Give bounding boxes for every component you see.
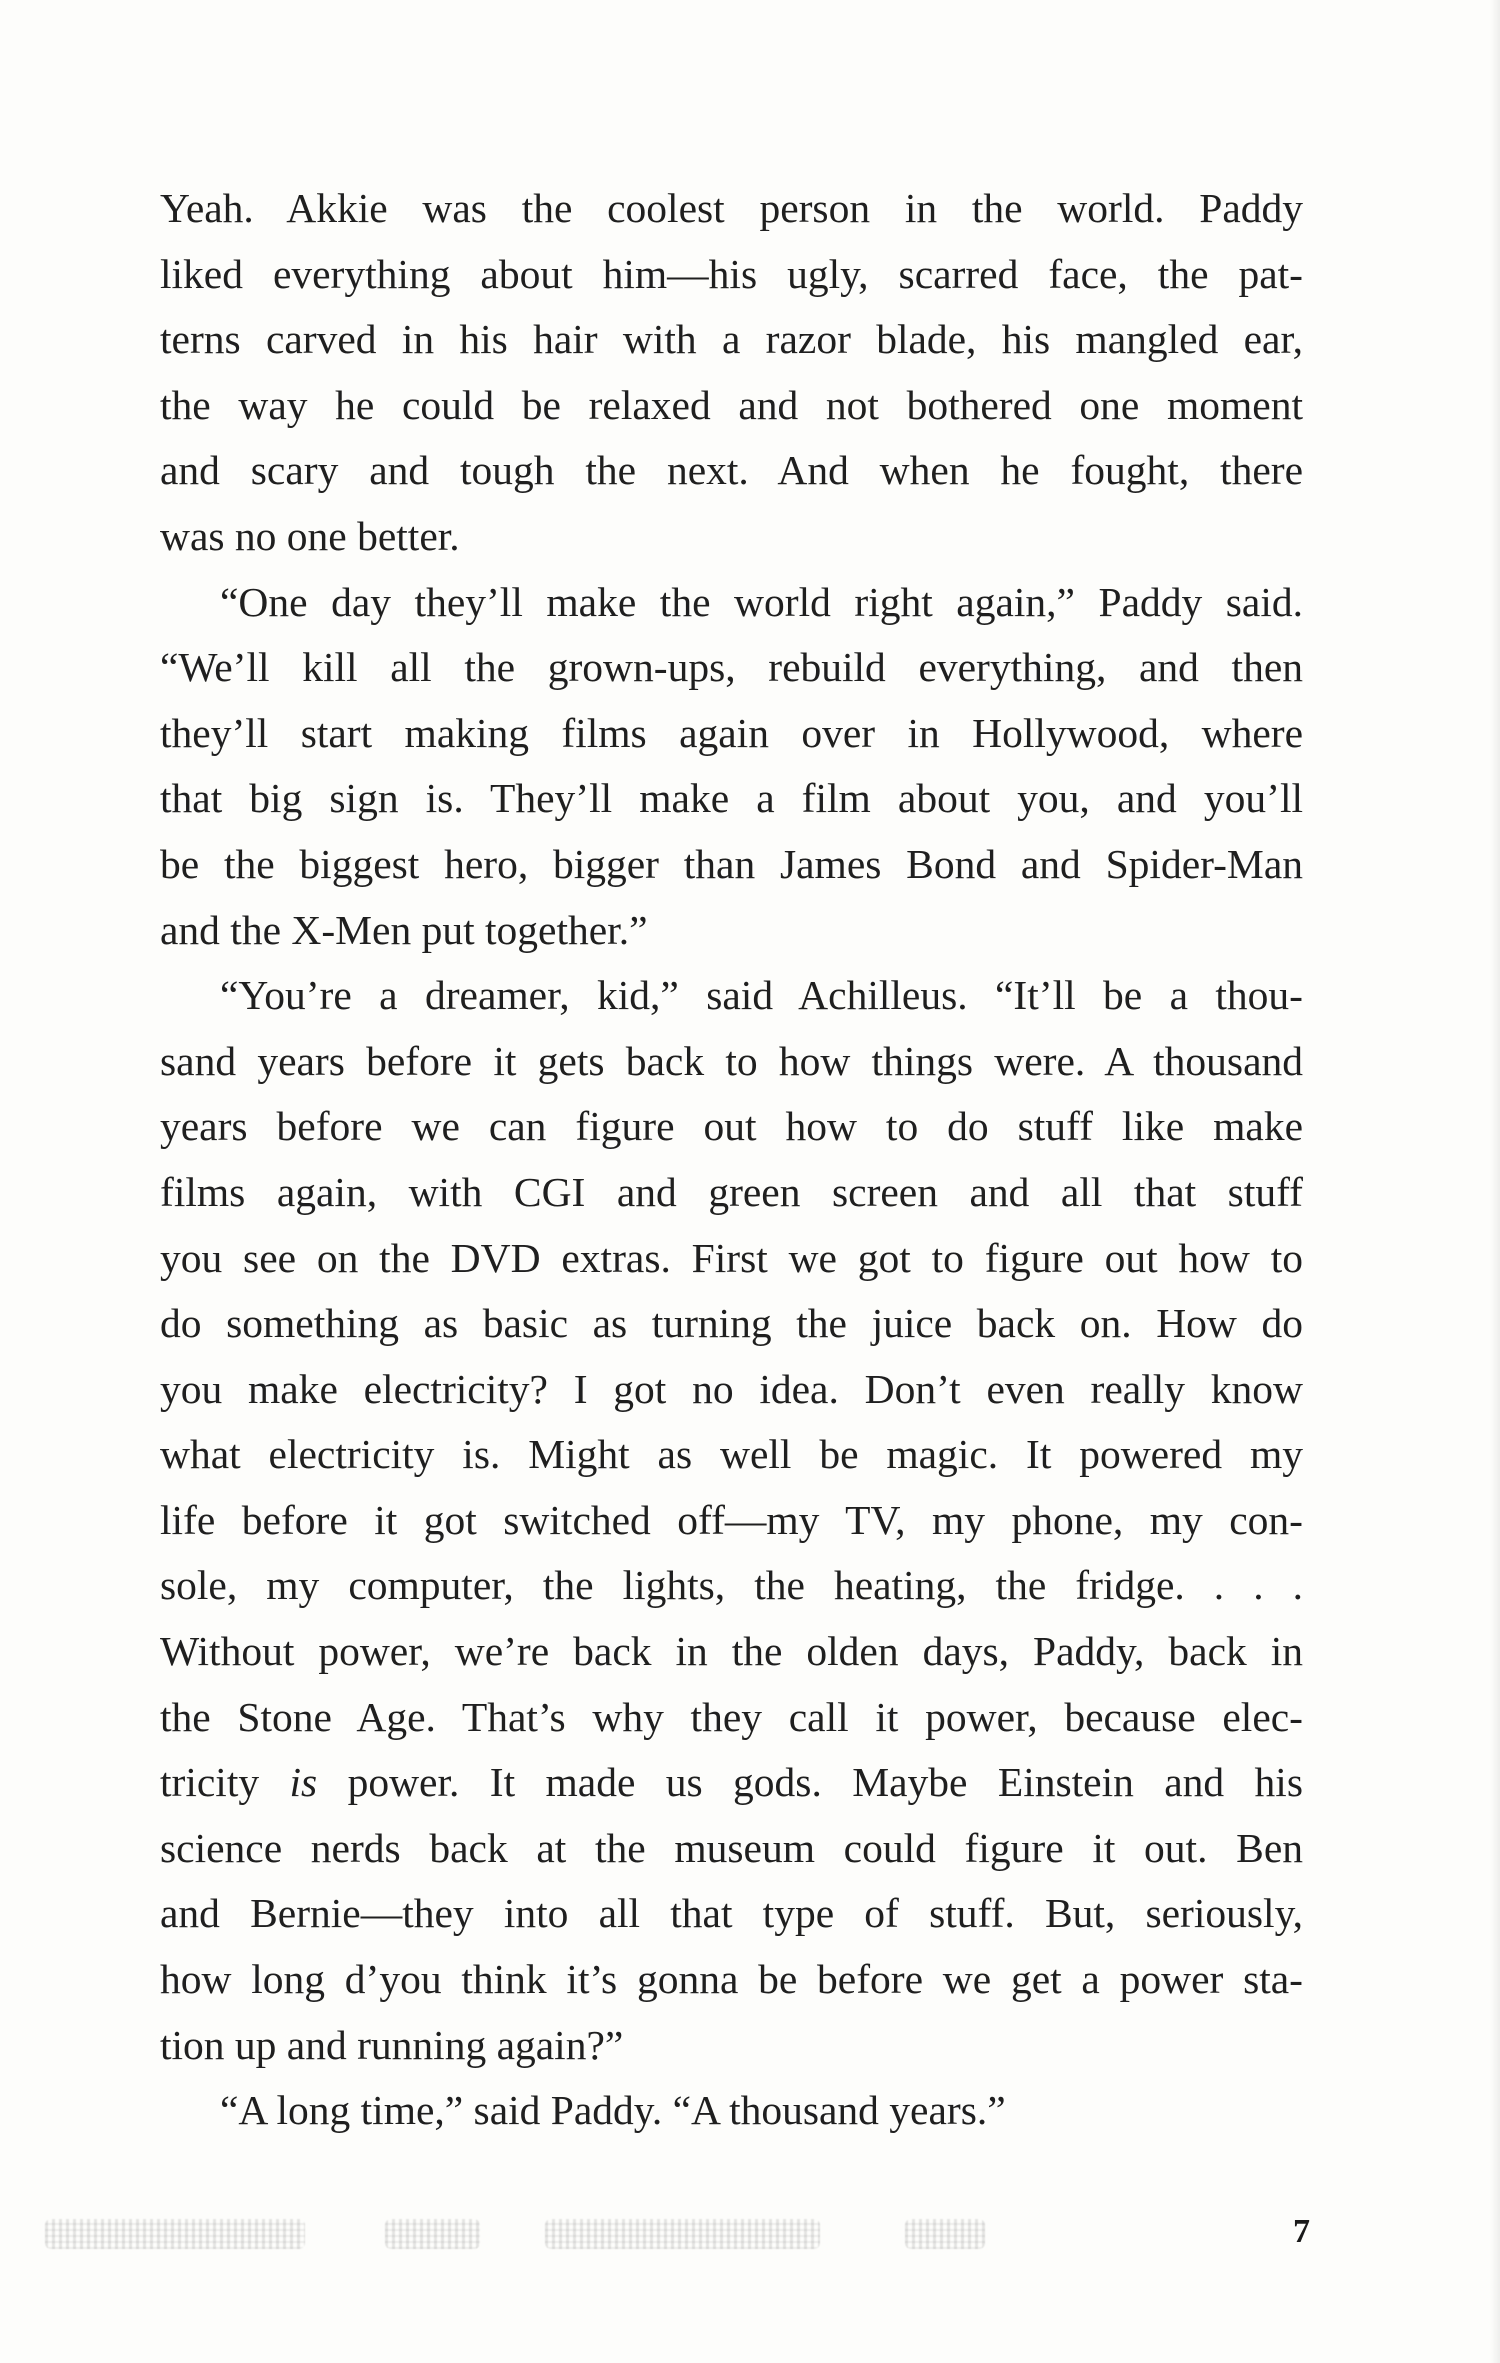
text-line: sole, my computer, the lights, the heating, the fridge. . . . — [160, 1562, 1303, 1609]
text-line: “One day they’ll make the world right again,” Paddy said. — [220, 578, 1303, 625]
text-line: they’ll start making films again over in Hollywood, where — [160, 709, 1303, 756]
text-line: you see on the DVD extras. First we got to figure out how to — [160, 1234, 1303, 1281]
paragraph — [160, 570, 1303, 964]
page-number: 7 — [1293, 2213, 1310, 2250]
text-line: “You’re a dreamer, kid,” said Achilleus. “It’ll be a thou- — [220, 972, 1303, 1019]
text-line: that big sign is. They’ll make a film about you, and you’ll — [160, 775, 1303, 822]
text-line: and Bernie—they into all that type of stuff. But, seriously, — [160, 1890, 1303, 1937]
text-line: be the biggest hero, bigger than James Bond and Spider-Man — [160, 840, 1303, 887]
text-line: how long d’you think it’s gonna be before we get a power sta- — [160, 1956, 1303, 2003]
text-line: tricity is power. It made us gods. Maybe Einstein and his — [160, 1759, 1303, 1806]
footer-ornament — [385, 2219, 480, 2249]
body-text — [160, 176, 1303, 2144]
text-line: what electricity is. Might as well be magic. It powered my — [160, 1431, 1303, 1478]
text-line: sand years before it gets back to how things were. A thousand — [160, 1037, 1303, 1084]
page-edge-shadow — [1490, 0, 1500, 2363]
text-line: and scary and tough the next. And when he fought, there — [160, 447, 1303, 494]
text-line: years before we can figure out how to do stuff like make — [160, 1103, 1303, 1150]
paragraph — [160, 963, 1303, 2078]
text-line: “A long time,” said Paddy. “A thousand years.” — [220, 2087, 1006, 2134]
text-line: “We’ll kill all the grown-ups, rebuild everything, and then — [160, 644, 1303, 691]
text-line: the Stone Age. That’s why they call it power, because elec- — [160, 1693, 1303, 1740]
text-line: and the X-Men put together.” — [160, 906, 648, 953]
text-line: life before it got switched off—my TV, my phone, my con- — [160, 1496, 1303, 1543]
text-line: the way he could be relaxed and not bothered one moment — [160, 381, 1303, 428]
text-line: Without power, we’re back in the olden days, Paddy, back in — [160, 1628, 1303, 1675]
text-line: films again, with CGI and green screen and all that stuff — [160, 1168, 1303, 1215]
text-line: do something as basic as turning the juice back on. How do — [160, 1300, 1303, 1347]
text-line: was no one better. — [160, 512, 460, 559]
text-line: science nerds back at the museum could figure it out. Ben — [160, 1824, 1303, 1871]
paragraph — [160, 2078, 1303, 2144]
paragraph — [160, 176, 1303, 570]
footer-ornament — [905, 2219, 985, 2249]
text-line: you make electricity? I got no idea. Don’t even really know — [160, 1365, 1303, 1412]
text-line: terns carved in his hair with a razor blade, his mangled ear, — [160, 316, 1303, 363]
text-line: tion up and running again?” — [160, 2021, 624, 2068]
text-line: Yeah. Akkie was the coolest person in the world. Paddy — [160, 185, 1303, 231]
text-line: liked everything about him—his ugly, scarred face, the pat- — [160, 250, 1303, 297]
footer-ornament — [545, 2219, 820, 2249]
footer-ornament — [45, 2219, 305, 2249]
